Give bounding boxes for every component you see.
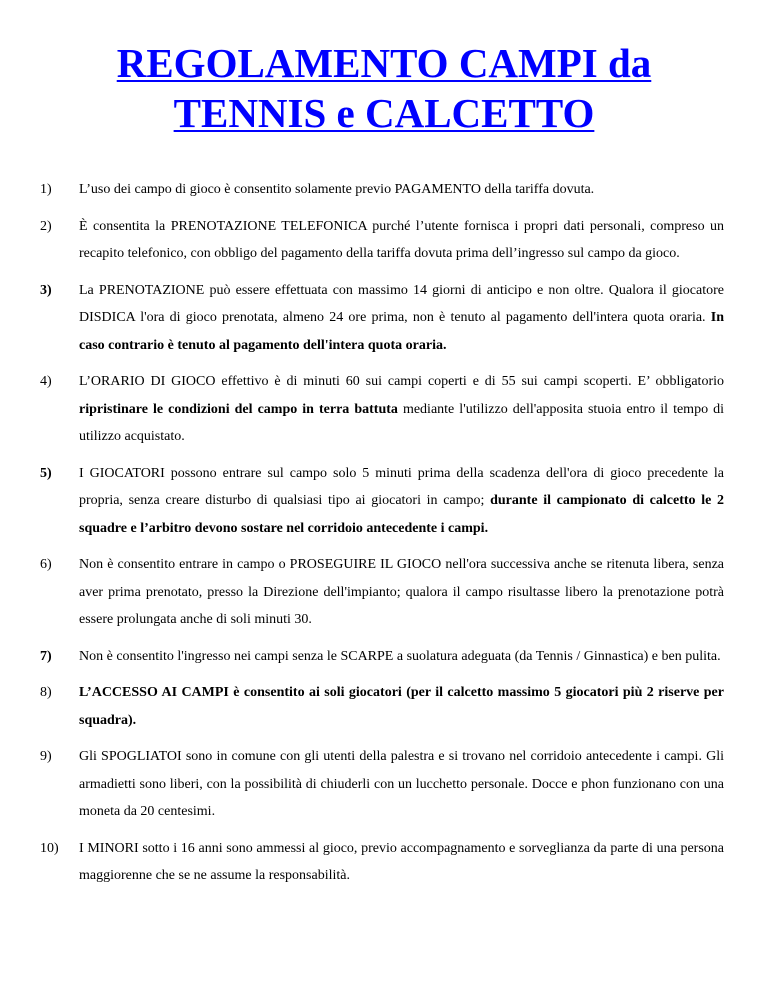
rule-text: I MINORI sotto i 16 anni sono ammessi al gioco, previo accompagnamento e sorveglianza da parte di una persona maggiorenne che se ne assume la responsabilità. bbox=[79, 840, 724, 883]
rule-text-bold: durante il campionato di calcetto le 2 squadre e l’arbitro devono sostare nel corridoio antecedente i campi. bbox=[79, 493, 724, 536]
rule-item bbox=[40, 176, 724, 204]
rule-text: Non è consentito l'ingresso nei campi senza le SCARPE a suolatura adeguata (da Tennis / Ginnastica) e ben pulita. bbox=[79, 648, 721, 664]
rule-text: Gli SPOGLIATOI sono in comune con gli utenti della palestra e si trovano nel corridoio antecedente i campi. Gli armadietti sono liberi, con la possibilità di chiuderli con un lucchetto personale. Docce e phon funzionano con una moneta da 20 centesimi. bbox=[79, 749, 724, 819]
rule-text-bold: In caso contrario è tenuto al pagamento dell'intera quota oraria. bbox=[79, 310, 724, 353]
rule-number: 9) bbox=[40, 749, 52, 764]
rule-number: 1) bbox=[40, 182, 52, 197]
rule-number: 6) bbox=[40, 557, 52, 572]
rule-item bbox=[40, 213, 724, 268]
rule-text: I GIOCATORI possono entrare sul campo solo 5 minuti prima della scadenza dell'ora di gioco precedente la propria, senza creare disturbo di qualsiasi tipo ai giocatori in campo; bbox=[79, 465, 724, 508]
rule-number: 2) bbox=[40, 218, 52, 234]
document-title bbox=[0, 38, 768, 138]
title-line-1: REGOLAMENTO CAMPI da bbox=[116, 40, 652, 86]
rule-item bbox=[40, 460, 724, 543]
rule-item bbox=[40, 835, 724, 890]
rule-item bbox=[40, 551, 724, 634]
rule-number: 4) bbox=[40, 374, 52, 389]
rule-item bbox=[40, 643, 724, 671]
rule-number: 7) bbox=[40, 648, 52, 664]
rule-item bbox=[40, 368, 724, 451]
rule-text: Non è consentito entrare in campo o PROSEGUIRE IL GIOCO nell'ora successiva anche se ritenuta libera, senza aver prima prenotato, presso la Direzione dell'impianto; qualora il campo risultasse libero la prenotazione potrà essere prolungata anche di soli minuti 30. bbox=[79, 557, 724, 627]
rule-item bbox=[40, 679, 724, 734]
rule-text: L’uso dei campo di gioco è consentito solamente previo PAGAMENTO della tariffa dovuta. bbox=[79, 182, 595, 197]
rule-text-bold: L’ACCESSO AI CAMPI è consentito ai soli giocatori (per il calcetto massimo 5 giocatori più 2 riserve per squadra). bbox=[79, 685, 724, 728]
rule-number: 5) bbox=[40, 465, 52, 481]
rule-text: È consentita la PRENOTAZIONE TELEFONICA purché l’utente fornisca i propri dati personali, compreso un recapito telefonico, con obbligo del pagamento della tariffa dovuta prima dell’ingresso sul campo da gioco. bbox=[79, 218, 724, 261]
rule-number: 3) bbox=[40, 282, 52, 298]
rule-text: L’ORARIO DI GIOCO effettivo è di minuti 60 sui campi coperti e di 55 sui campi scoperti. E’ obbligatorio bbox=[79, 374, 724, 389]
rule-text: La PRENOTAZIONE può essere effettuata con massimo 14 giorni di anticipo e non oltre. Qualora il giocatore DISDICA l'ora di gioco prenotata, almeno 24 ore prima, non è tenuto al pagamento dell'intera quota oraria. bbox=[79, 282, 724, 325]
rules-list bbox=[40, 176, 724, 899]
rule-text: mediante l'utilizzo dell'apposita stuoia entro il tempo di utilizzo acquistato. bbox=[79, 401, 724, 444]
rule-number: 10) bbox=[40, 840, 59, 856]
title-line-2: TENNIS e CALCETTO bbox=[173, 90, 595, 136]
rule-number: 8) bbox=[40, 685, 52, 700]
rule-text-bold: ripristinare le condizioni del campo in terra battuta bbox=[79, 401, 398, 417]
rule-item bbox=[40, 277, 724, 360]
rule-item bbox=[40, 743, 724, 826]
